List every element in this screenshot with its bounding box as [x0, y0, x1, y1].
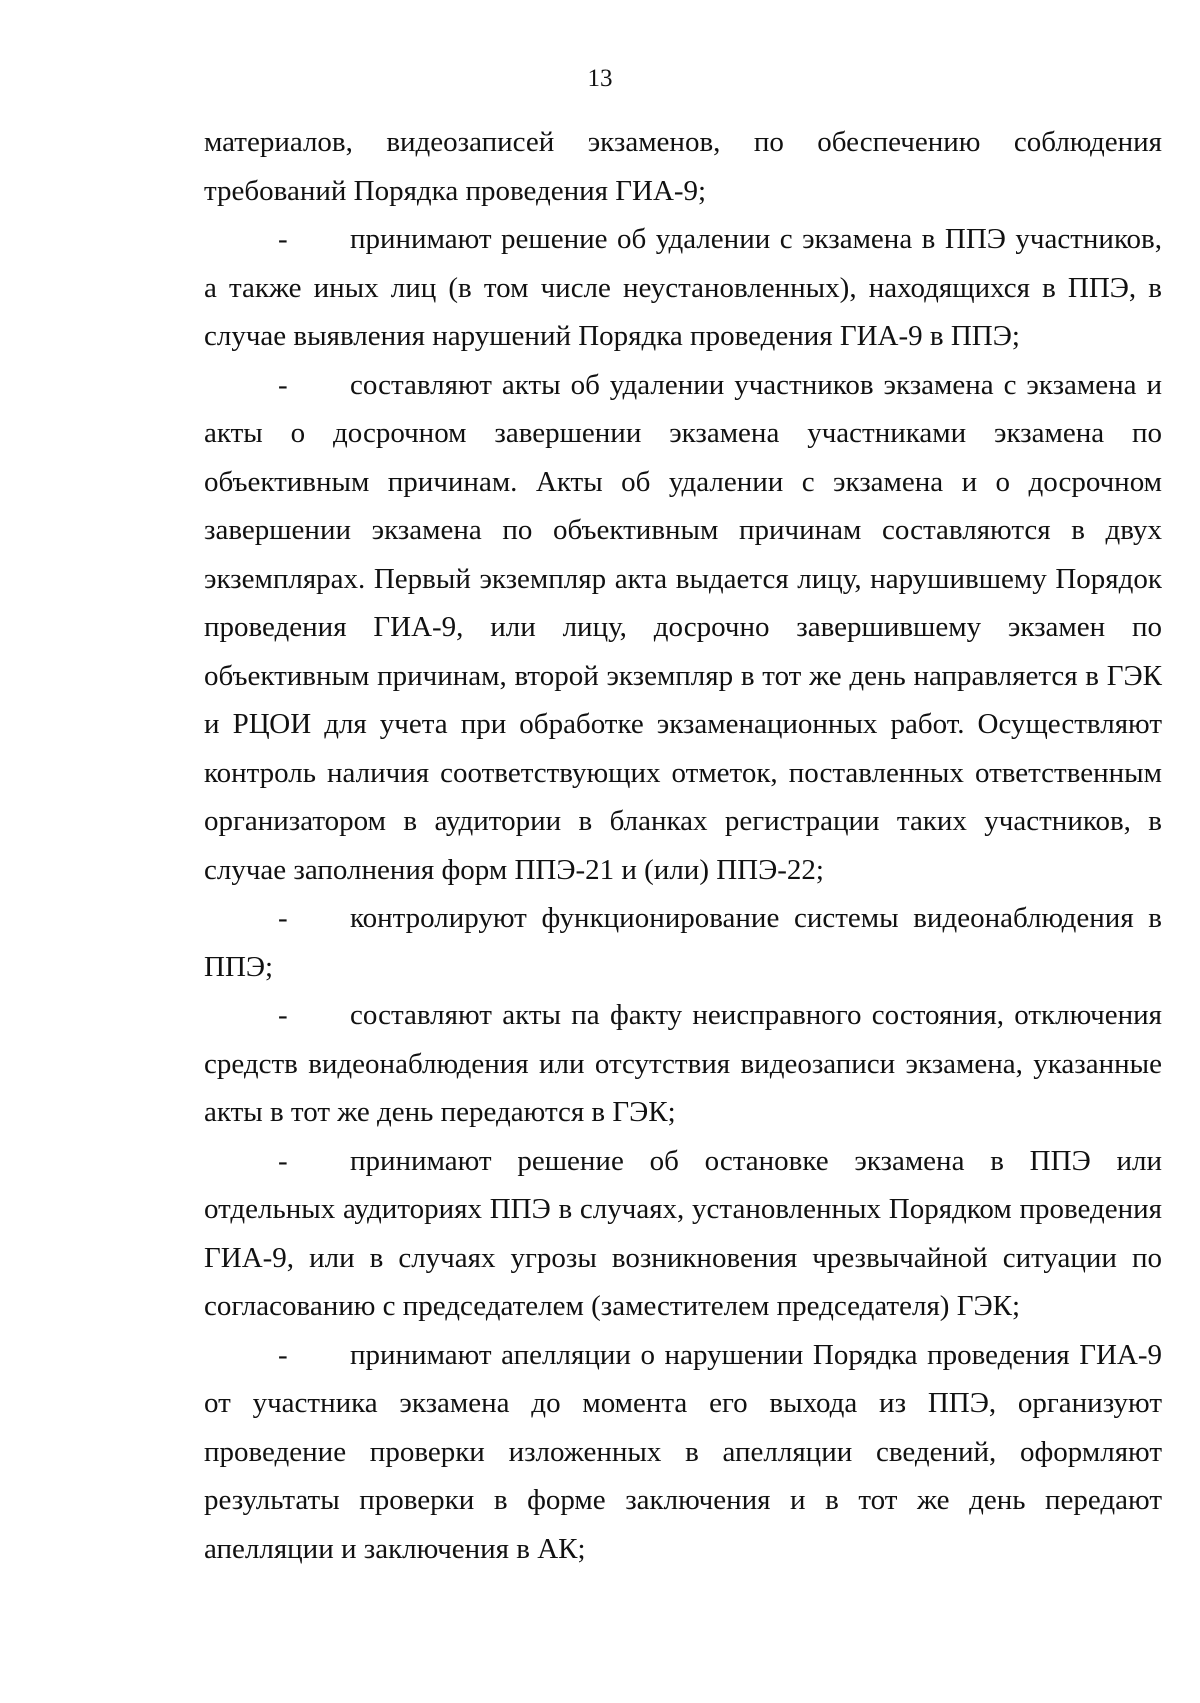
list-item: [204, 361, 1162, 895]
list-item: [204, 1137, 1162, 1331]
list-item-text: контролируют функционирование системы видеонаблюдения в ППЭ;: [204, 902, 1162, 983]
list-item: [204, 1331, 1162, 1574]
list-item-text: принимают решение об удалении с экзамена в ППЭ участников, а также иных лиц (в том числе неустановленных), находящихся в ППЭ, в случае выявления нарушений Порядка проведения ГИА-9 в ППЭ;: [204, 223, 1162, 352]
list-item: [204, 894, 1162, 991]
list-item-text: принимают решение об остановке экзамена в ППЭ или отдельных аудиториях ППЭ в случаях, установленных Порядком проведения ГИА-9, или в случаях угрозы возникновения чрезвычайной ситуации по согласованию с председателем (заместителем председателя) ГЭК;: [204, 1144, 1162, 1322]
list-item: [204, 215, 1162, 361]
continuation-paragraph: материалов, видеозаписей экзаменов, по обеспечению соблюдения требований Порядка проведения ГИА-9;: [204, 126, 1162, 207]
list-item: [204, 991, 1162, 1137]
list-item-text: составляют акты об удалении участников экзамена с экзамена и акты о досрочном завершении экзамена участниками экзамена по объективным причинам. Акты об удалении с экзамена и о досрочном завершении экзамена по объективным причинам составляются в двух экземплярах. Первый экземпляр акта выдается лицу, нарушившему Порядок проведения ГИА-9, или лицу, досрочно завершившему экзамен по объективным причинам, второй экземпляр в тот же день направляется в ГЭК и РЦОИ для учета при обработке экзаменационных работ. Осуществляют контроль наличия соответствующих отметок, поставленных ответственным организатором в аудитории в бланках регистрации таких участников, в случае заполнения форм ППЭ-21 и (или) ППЭ-22;: [204, 368, 1162, 886]
list-dash: -: [278, 368, 288, 401]
list-item-text: составляют акты па факту неисправного состояния, отключения средств видеонаблюдения или отсутствия видеозаписи экзамена, указанные акты в тот же день передаются в ГЭК;: [204, 999, 1162, 1128]
list-dash: -: [278, 999, 288, 1031]
document-body: [204, 118, 1162, 1573]
list-dash: -: [278, 1338, 288, 1371]
list-item-text: принимают апелляции о нарушении Порядка проведения ГИА-9 от участника экзамена до момента его выхода из ППЭ, организуют проведение проверки изложенных в апелляции сведений, оформляют результаты проверки в форме заключения и в тот же день передают апелляции и заключения в АК;: [204, 1338, 1162, 1565]
list-dash: -: [278, 1144, 288, 1177]
list-dash: -: [278, 223, 288, 255]
list-dash: -: [278, 902, 288, 934]
page-number: 13: [587, 65, 613, 92]
